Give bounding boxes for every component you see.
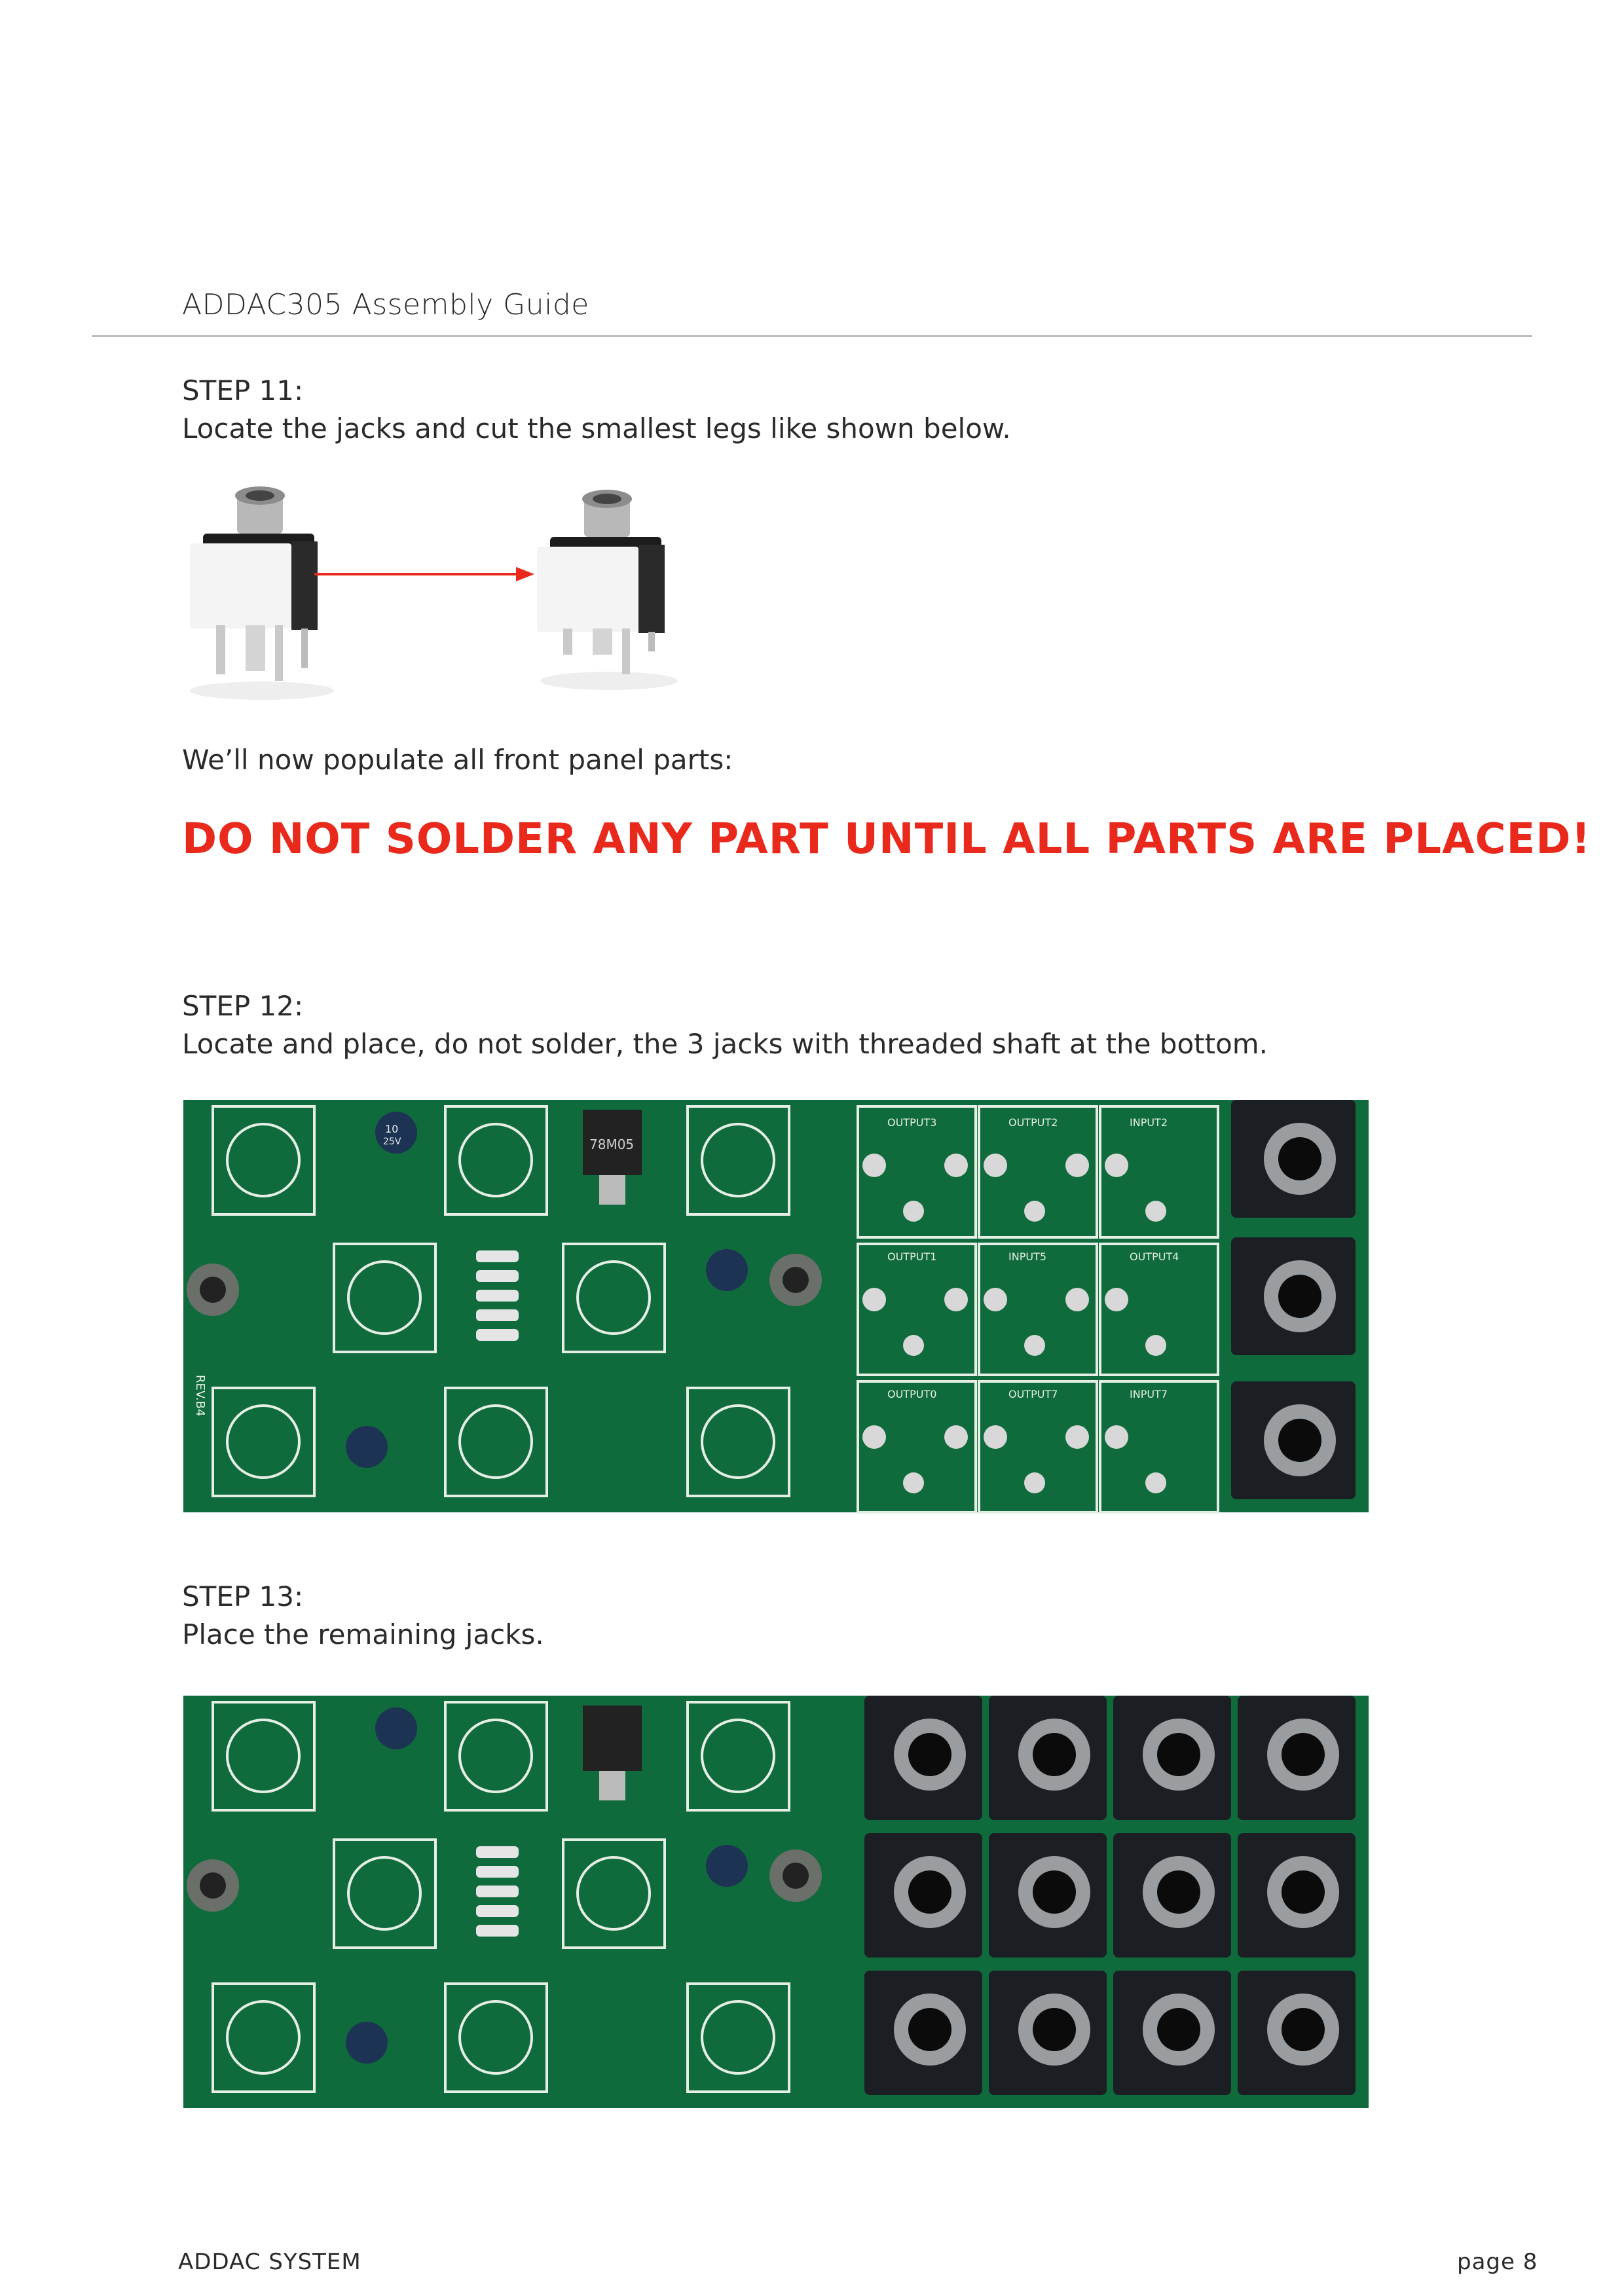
footer-brand: ADDAC SYSTEM	[178, 2249, 361, 2275]
step12-section	[182, 987, 1268, 1063]
label-input5: INPUT5	[1008, 1250, 1046, 1263]
warning-banner: DO NOT SOLDER ANY PART UNTIL ALL PARTS ARE PLACED!	[182, 815, 1591, 864]
label-output3: OUTPUT3	[887, 1116, 937, 1129]
regulator-label: 78M05	[589, 1137, 635, 1152]
label-input2: INPUT2	[1130, 1116, 1168, 1129]
step11-instruction: Locate the jacks and cut the smallest legs like shown below.	[182, 412, 1011, 445]
pcb-step12-photo	[183, 1093, 1375, 1519]
header-divider	[92, 335, 1532, 337]
step11-heading: STEP 11:	[182, 374, 304, 407]
cut-arrow	[313, 564, 536, 584]
step13-heading: STEP 13:	[182, 1580, 304, 1613]
page-number: page 8	[1457, 2249, 1538, 2275]
label-output1: OUTPUT1	[887, 1250, 937, 1263]
document-header: ADDAC305 Assembly Guide	[182, 288, 589, 321]
label-output2: OUTPUT2	[1008, 1116, 1058, 1129]
capacitor-label-1: 10	[385, 1123, 399, 1135]
label-input7: INPUT7	[1130, 1388, 1168, 1400]
pcb-step13-photo	[183, 1689, 1375, 2115]
label-output4: OUTPUT4	[1130, 1250, 1179, 1263]
step12-instruction: Locate and place, do not solder, the 3 jacks with threaded shaft at the bottom.	[182, 1028, 1268, 1060]
step13-instruction: Place the remaining jacks.	[182, 1618, 544, 1650]
populate-note: We’ll now populate all front panel parts:	[182, 744, 733, 776]
revision-label: REV.B4	[193, 1375, 207, 1417]
step12-heading: STEP 12:	[182, 990, 304, 1022]
jack-after-photo	[524, 484, 694, 694]
capacitor-label-2: 25V	[383, 1137, 401, 1147]
step11-section	[182, 372, 1011, 448]
label-output0: OUTPUT0	[887, 1388, 937, 1400]
label-output7: OUTPUT7	[1008, 1388, 1058, 1400]
step13-section	[182, 1578, 544, 1654]
jack-before-photo	[177, 481, 347, 704]
